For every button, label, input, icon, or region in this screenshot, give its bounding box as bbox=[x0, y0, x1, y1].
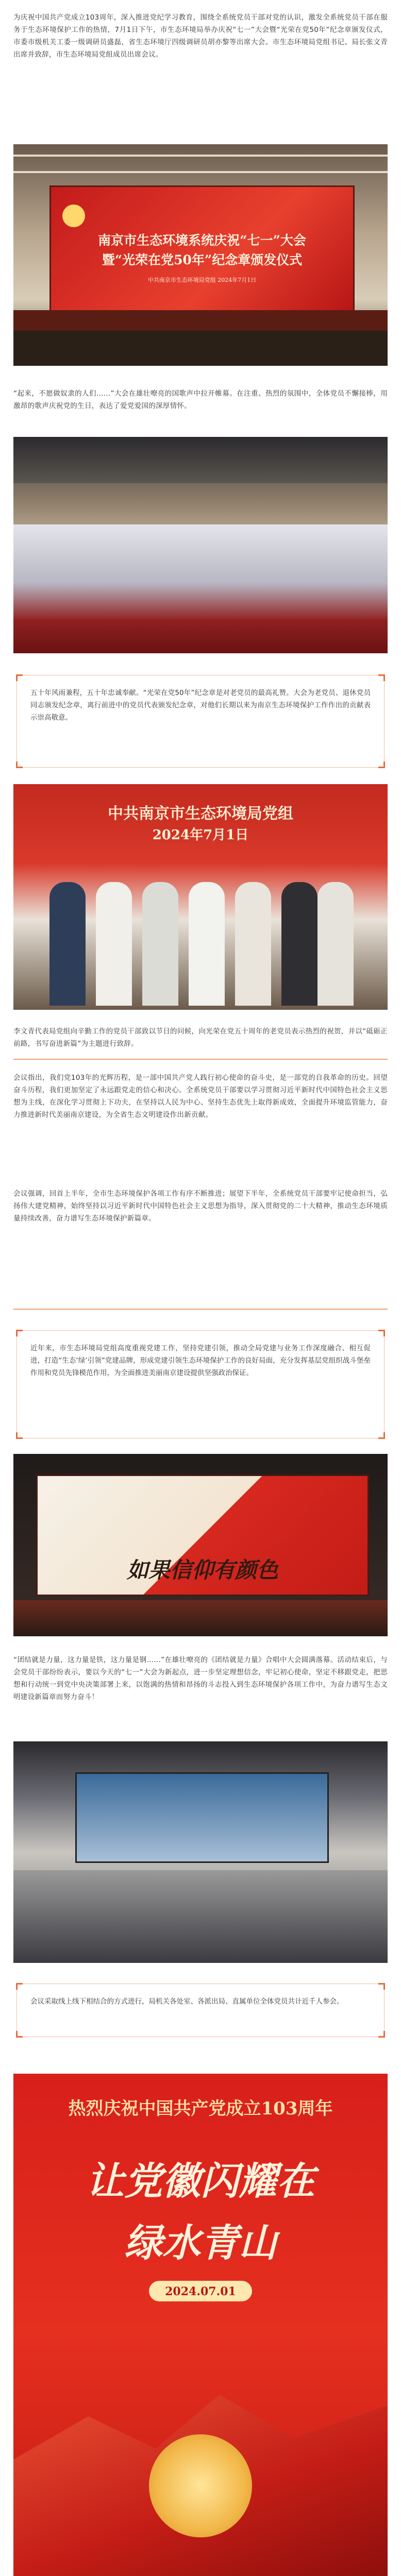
photo-performance bbox=[13, 1454, 388, 1636]
party-emblem-icon bbox=[62, 205, 85, 227]
party-emblem-icon bbox=[149, 2434, 252, 2537]
format-note-paragraph: 会议采取线上线下相结合的方式进行，局机关各处室、各派出局、直属单位全体党员共计近千人参会。 bbox=[30, 1997, 344, 2006]
photo-stage-ceremony bbox=[13, 144, 388, 366]
divider bbox=[13, 1309, 388, 1310]
divider bbox=[13, 1059, 388, 1060]
group-people bbox=[49, 882, 354, 1006]
poster-date: 2024.07.01 bbox=[165, 2285, 236, 2298]
photo-meeting-hall bbox=[13, 1741, 388, 1963]
banner-line-1: 中共南京市生态环境局党组 bbox=[108, 805, 293, 823]
performance-screen bbox=[36, 1475, 369, 1596]
screen-title-2: 暨“光荣在党50年”纪念章颁发仪式 bbox=[102, 252, 303, 267]
badge-paragraph-box bbox=[16, 675, 385, 768]
meeting-emphasis-paragraph: 会议强调，回首上半年，全市生态环境保护各项工作有序不断推进；展望下半年，全系统党员干部要牢记使命担当，弘扬伟大建党精神，始终坚持以习近平新时代中国特色社会主义思想为指导，深入贯彻党的二十大精神，推动生态环境质量持续改善，奋力谱写生态环境保护新篇章。 bbox=[13, 1190, 388, 1223]
poster-slogan-1: 让党徽闪耀在 bbox=[86, 2159, 315, 2204]
photo-veteran-members bbox=[13, 784, 388, 1010]
badge-paragraph: 五十年风雨兼程，五十年忠诚奉献。“光荣在党50年”纪念章是对老党员的最高礼赞。大会为老党员、退休党员同志颁发纪念章，离行前进中的党员代表颁发纪念章，对他们长期以来为南京生态环境保护工作作出的贡献表示崇高敬意。 bbox=[30, 689, 371, 722]
party-building-paragraph: 近年来，市生态环境局党组高度重视党建工作，坚持党建引领，推动全局党建与业务工作深度融合、相互促进，打造“生态‘绿’引领”党建品牌，形成党建引领生态环境保护工作的良好局面，充分发挥基层党组织战斗堡垒作用和党员先锋模范作用，为全面推进美丽南京建设提供坚强政治保证。 bbox=[30, 1344, 371, 1377]
photo-audience-singing bbox=[13, 437, 388, 653]
intro-paragraph: 为庆祝中国共产党成立103周年，深入推进党纪学习教育，围绕全系统党员干部对党的认识，激发全系统党员干部在服务于生态环境保护工作的热情，7月1日下午，市生态环境局举办庆祝“七一”大会暨“光荣在党50年”纪念章颁发仪式，市委市级机关工委一级调研员盛磊，省生态环境厅四级调研员胡亦黎等出席大会。市生态环境局党组书记、局长张文青出席并致辞，市生态环境局党组成员出席会议。 bbox=[13, 13, 388, 59]
anniversary-poster bbox=[13, 2074, 388, 2576]
anthem-paragraph: “起来，不愿做奴隶的人们……”大会在雄壮嘹亮的国歌声中拉开帷幕。在注重、热烈的氛围中，全体党员不懈接棒，用激昂的歌声庆祝党的生日，表达了爱党爱国的深厚情怀。 bbox=[13, 389, 388, 410]
performance-screen-title: 如果信仰有颜色 bbox=[126, 1557, 278, 1583]
screen-title-1: 南京市生态环境系统庆祝“七一”大会 bbox=[98, 233, 306, 248]
banner-line-2: 2024年7月1日 bbox=[152, 827, 249, 843]
screen-subtitle: 中共南京市生态环境局党组 2024年7月1日 bbox=[147, 277, 257, 283]
meeting-point-paragraph: 会议指出，我们党103年的光辉历程，是一部中国共产党人践行初心使命的奋斗史，是一部党的自我革命的历史。回望奋斗历程，我们更加坚定了永远跟党走的信心和决心。全系统党员干部要以学习贯彻习近平新时代中国特色社会主义思想为主线，在深化学习贯彻上下功夫，在坚持以人民为中心、坚持生态优先上取得新成效，全面提升环境监管能力，奋力推进新时代美丽南京建设，为全省生态文明建设作出新贡献。 bbox=[13, 1074, 388, 1119]
poster-headline: 热烈庆祝中国共产党成立103周年 bbox=[68, 2098, 333, 2119]
poster-slogan-2: 绿水青山 bbox=[124, 2221, 277, 2265]
party-building-box bbox=[16, 1330, 385, 1438]
closing-paragraph: “团结就是力量，这力量是铁，这力量是钢……”在雄壮嘹亮的《团结就是力量》合唱中大会圆满落幕。活动结束后，与会党员干部纷纷表示，要以今天的“七一”大会为新起点，进一步坚定理想信念，牢记初心使命，坚定不移跟党走，把思想和行动统一到党中央决策部署上来，以饱满的热情和昂扬的斗志投入到生态环境保护各项工作中，为奋力谱写生态文明建设新篇章而努力奋斗！ bbox=[13, 1656, 388, 1701]
format-note-box bbox=[16, 1984, 385, 2037]
speech-paragraph: 李文青代表局党组向辛勤工作的党员干部致以节日的问候，向光荣在党五十周年的老党员表示热烈的祝贺，并以“砥砺正前路，书写奋进新篇”为主题进行致辞。 bbox=[13, 1027, 388, 1048]
hall-screen bbox=[75, 1772, 329, 1863]
